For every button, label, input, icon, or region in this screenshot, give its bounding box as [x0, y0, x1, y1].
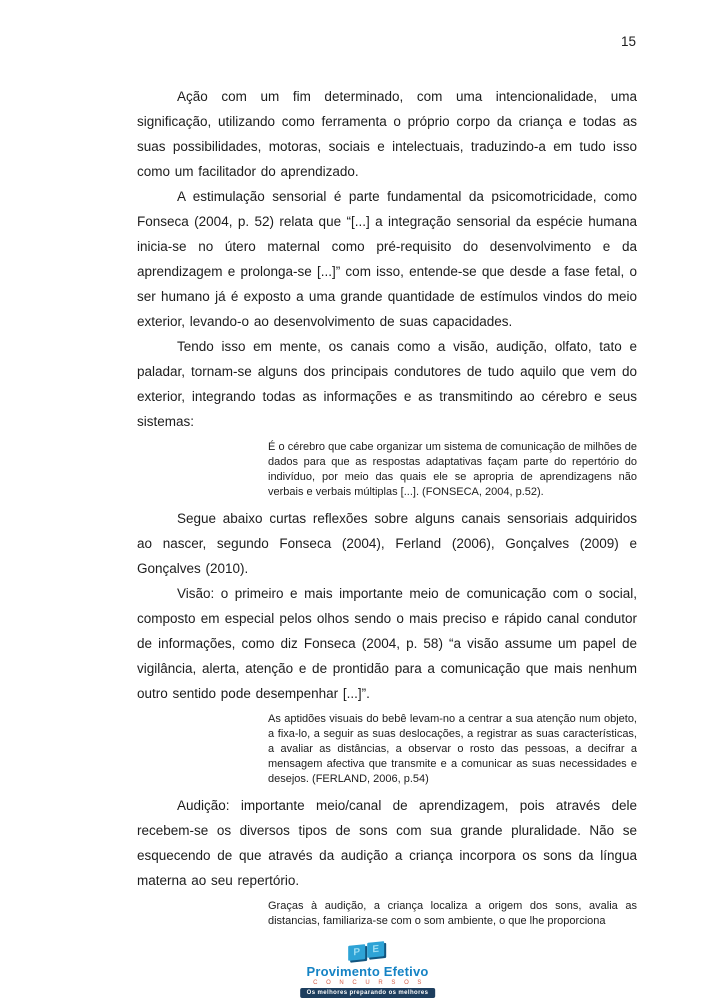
logo-cube-e-icon: E: [367, 941, 384, 958]
logo-cubes-icon: [346, 939, 388, 963]
logo-cube-p-icon: P: [348, 944, 365, 961]
logo-brand-name: Provimento Efetivo: [306, 964, 429, 979]
logo-brand-subtitle: C O N C U R S O S: [313, 980, 425, 986]
footer-logo: [300, 939, 436, 998]
paragraph-estimulacao-sensorial: A estimulação sensorial é parte fundamental da psicomotricidade, como Fonseca (2004, p. 52) relata que “[...] a integração sensorial da espécie humana inicia-se no útero maternal como pré-requisito do desenvolvimento e da aprendizagem e prolonga-se [...]” com isso, entende-se que desde a fase fetal, o ser humano já é exposto a uma grande quantidade de estímulos vindos do meio exterior, levando-o ao desenvolvimento de suas capacidades.: [137, 189, 637, 329]
page-number: 15: [620, 34, 636, 49]
blockquote-ferland-aptidoes-visuais: As aptidões visuais do bebê levam-no a centrar a sua atenção num objeto, a fixa-lo, a seguir as suas deslocações, a registrar as suas características, a avaliar as distâncias, a observar o rosto das pessoas, a decifrar a mensagem afectiva que transmite e a comunicar as suas necessidades e desejos. (FERLAND, 2006, p.54): [268, 713, 637, 785]
blockquote-fonseca-cerebro: É o cérebro que cabe organizar um sistema de comunicação de milhões de dados para que as respostas adaptativas façam parte do repertório do indivíduo, por meio das quais ele se apropria de aprendizagens não verbais e verbais múltiplas [...]. (FONSECA, 2004, p.52).: [268, 441, 637, 498]
paragraph-visao: Visão: o primeiro e mais importante meio de comunicação com o social, composto em especial pelos olhos sendo o mais preciso e rápido canal condutor de informações, como diz Fonseca (2004, p. 58) “a visão assume um papel de vigilância, alerta, atenção e de prontidão para a comunicação que mais nenhum outro sentido pode desempenhar [...]”.: [137, 586, 637, 701]
paragraph-audicao: Audição: importante meio/canal de aprendizagem, pois através dele recebem-se os diversos tipos de sons com sua grande pluralidade. Não se esquecendo de que através da audição a criança incorpora os sons da língua materna ao seu repertório.: [137, 798, 637, 888]
paragraph-acao-fim-determinado: Ação com um fim determinado, com uma intencionalidade, uma significação, utilizando como ferramenta o próprio corpo da criança e todas as suas possibilidades, motoras, sociais e intelectuais, traduzindo-a em tudo isso como um facilitador do aprendizado.: [137, 89, 637, 179]
paragraph-segue-abaixo: Segue abaixo curtas reflexões sobre alguns canais sensoriais adquiridos ao nascer, segundo Fonseca (2004), Ferland (2006), Gonçalves (2009) e Gonçalves (2010).: [137, 511, 637, 576]
logo-tagline: Os melhores preparando os melhores: [300, 988, 436, 998]
document-body: [137, 84, 637, 935]
blockquote-gracas-audicao: Graças à audição, a criança localiza a origem dos sons, avalia as distancias, familiariza-se com o som ambiente, o que lhe proporciona: [268, 900, 637, 927]
paragraph-canais-sensoriais: Tendo isso em mente, os canais como a visão, audição, olfato, tato e paladar, tornam-se alguns dos principais condutores de tudo aquilo que vem do exterior, integrando todas as informações e as transmitindo ao cérebro e seus sistemas:: [137, 339, 637, 429]
